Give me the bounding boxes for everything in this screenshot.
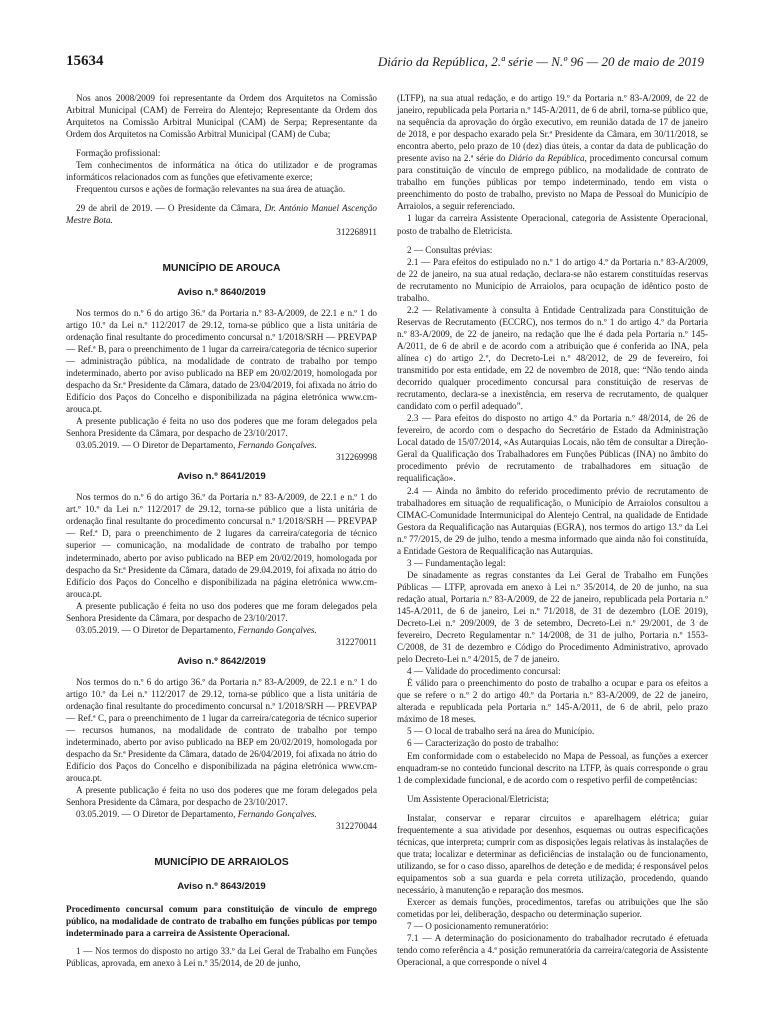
paragraph: Tem conhecimentos de informática na ótica do utilizador e de programas informáticos relacionados com as funções que efetivamente exerce; (66, 160, 377, 183)
paragraph: A presente publicação é feita no uso dos poderes que me foram delegados pela Senhora Presidente da Câmara, por despacho de 23/10/2017. (66, 416, 377, 439)
right-column (397, 92, 708, 968)
signature-line: 03.05.2019. — O Diretor de Departamento, Fernando Gonçalves. (76, 809, 317, 820)
journal-header: Diário da República, 2.ª série — N.º 96 — 20 de maio de 2019 (377, 54, 704, 69)
paragraph: 2.4 — Ainda no âmbito do referido procedimento prévio de recrutamento de trabalhadores em situação de requalificação, o Município de Arraiolos consultou a CIMAC-Comunidade Intermunicipal do Alentejo Central, na qualidade de Entidade Gestora da Requalificação nas Autarquias (EGRA), nos termos do artigo 13.º da Lei n.º 77/2015, de 29 de julho, tendo a mesma informado que ainda não foi constituída, a Entidade Gestora de Requalificação nas Autarquias. (397, 485, 708, 556)
paragraph: 2.2 — Relativamente à consulta à Entidade Centralizada para Constituição de Reservas de Recrutamento (ECCRC), nos termos do n.º 1 do artigo 4.º da Portaria n.º 83-A/2009, de 22 de janeiro, na redação que lhe é dada pela Portaria n.º 145-A/2011, de 6 de abril e de acordo com a atribuição que é conferida ao INA, pela alínea c) do artigo 2.º, do Decreto-Lei n.º 48/2012, de 29 de fevereiro, foi transmitido por esta entidade, em 22 de novembro de 2018, que: “Não tendo ainda decorrido qualquer procedimento concursal para constituição de reservas de recrutamento, declara-se a inexistência, em reserva de recrutamento, de qualquer candidato com o perfil adequado”. (397, 304, 708, 412)
signatory-name: Fernando Gonçalves. (237, 809, 317, 820)
paragraph: A presente publicação é feita no uso dos poderes que me foram delegados pela Senhora Presidente da Câmara, por despacho de 23/10/2017. (66, 785, 377, 808)
paragraph: Exercer as demais funções, procedimentos, tarefas ou atribuições que lhe são cometidas por lei, deliberação, despacho ou determinação superior. (397, 897, 708, 920)
aviso-title: Aviso n.º 8640/2019 (177, 286, 266, 298)
paragraph: É válido para o preenchimento do posto de trabalho a ocupar e para os efeitos a que se refere o n.º 2 do artigo 40.º da Portaria n.º 83-A/2009, de 22 de janeiro, alterada e republicada pela Portaria n.º 145-A/2011, de 6 de abril, pelo prazo máximo de 18 meses. (397, 678, 708, 725)
paragraph: Nos anos 2008/2009 foi representante da Ordem dos Arquitetos na Comissão Arbitral Municipal (CAM) de Ferreira do Alentejo; Representante da Ordem dos Arquitetos na Comissão Arbitral Municipal (CAM) de Serpa; Representante da Ordem dos Arquitetos na Comissão Arbitral Municipal (CAM) de Cuba; (66, 93, 377, 140)
paragraph: 3 — Fundamentação legal: (407, 557, 506, 568)
paragraph: 2.3 — Para efeitos do disposto no artigo 4.º da Portaria n.º 48/2014, de 26 de fevereiro, de acordo com o despacho do Secretário de Estado da Administração Local datado de 15/07/2014, «As Autarquias Locais, não têm de consultar a Direção-Geral da Qualificação dos Trabalhadores em Funções Públicas (INA) no âmbito do procedimento prévio de recrutamento de trabalhadores em situação de requalificação». (397, 413, 708, 484)
paragraph: Frequentou cursos e ações de formação relevantes na sua área de atuação. (76, 184, 346, 195)
section-title-arouca: MUNICÍPIO DE AROUCA (162, 262, 281, 274)
paragraph: Nos termos do n.º 6 do artigo 36.º da Portaria n.º 83-A/2009, de 22.1 e n.º 1 do artigo 10.º da Lei n.º 112/2017 de 29.12, torna-se público que a lista unitária de ordenação final resultante do procedimento concursal n.º 1/2018/SRH — PREVPAP — Ref.ª C, para o preenchimento de 1 lugar da carreira/categoria de técnico superior — recursos humanos, na modalidade de contrato de trabalho por tempo indeterminado, aberto por aviso publicado na BEP em 20/02/2019, homologada por despacho da Sr.ª Presidente da Câmara, datado de 26/04/2019, foi afixada no átrio do Edifício dos Paços do Concelho e disponibilizada na página eletrónica www.cm-arouca.pt. (66, 676, 377, 784)
aviso-title: Aviso n.º 8641/2019 (177, 471, 266, 483)
signatory-name: Dr. António Manuel Ascenção Mestre Bota. (66, 203, 377, 226)
journal-name: Diário da República, (508, 153, 587, 164)
aviso-title: Aviso n.º 8643/2019 (177, 880, 266, 892)
paragraph: 7 — O posicionamento remuneratório: (407, 921, 549, 932)
paragraph: 5 — O local de trabalho será na área do Município. (407, 726, 595, 737)
reference-number: 312269998 (335, 452, 377, 463)
signatory-name: Fernando Gonçalves. (237, 440, 317, 451)
aviso-title: Aviso n.º 8642/2019 (177, 655, 266, 667)
paragraph: 7.1 — A determinação do posicionamento do trabalhador recrutado é efetuada tendo como referência a 4.ª posição remuneratória da carreira/categoria de Assistente Operacional, a que corresponde o nível 4 (397, 933, 708, 968)
section-title-arraiolos: MUNICÍPIO DE ARRAIOLOS (154, 856, 289, 868)
paragraph: 1 — Nos termos do disposto no artigo 33.º da Lei Geral de Trabalho em Funções Públicas, aprovada, em anexo à Lei n.º 35/2014, de 20 de junho, (66, 945, 377, 968)
paragraph: Instalar, conservar e reparar circuitos e aparelhagem elétrica; guiar frequentemente a sua atividade por desenhos, esquemas ou outras especificações técnicas, que interpreta; cumprir com as disposições legais relativas às instalações de que trata; localizar e determinar as deficiências de instalação ou de funcionamento, utilizando, se for o caso disso, aparelhos de deteção e de medida; é responsável pelos equipamentos sob a sua guarda e pela correta utilização, procedendo, quando necessário, à manutenção e reparação dos mesmos. (397, 812, 708, 895)
reference-number: 312268911 (336, 227, 377, 238)
paragraph: Em conformidade com o estabelecido no Mapa de Pessoal, as funções a exercer enquadram-se no conteúdo funcional descrito na LTFP, às quais corresponde o grau 1 de complexidade funcional, e de acordo com o respetivo perfil de competências: (397, 750, 708, 785)
paragraph: Um Assistente Operacional/Eletricista; (407, 793, 549, 804)
paragraph: 1 lugar da carreira Assistente Operacional, categoria de Assistente Operacional, posto de trabalho de Eletricista. (397, 213, 708, 236)
paragraph: 6 — Caracterização do posto de trabalho: (407, 738, 559, 749)
signatory-name: Fernando Gonçalves. (237, 624, 317, 635)
paragraph: (LTFP), na sua atual redação, e do artigo 19.º da Portaria n.º 83-A/2009, de 22 de janeiro, republicada pela Portaria n.º 145-A/2011, de 6 de abril, torna-se público que, na sequência da aprovação do órgão executivo, em reunião datada de 17 de janeiro de 2018, e por despacho exarado pela Sr.ª Presidente da Câmara, em 30/11/2018, se encontra aberto, pelo prazo de 10 (dez) dias úteis, a contar da data de publicação do presente aviso na 2.ª série do Diário da República, procedimento concursal comum para constituição de vínculo de emprego público, na modalidade de contrato de trabalho em funções públicas por tempo indeterminado, tendo em vista o preenchimento do posto de trabalho, previsto no Mapa de Pessoal do Município de Arraiolos, a seguir referenciado. (397, 93, 708, 212)
page-number: 15634 (66, 53, 104, 69)
paragraph: 2.1 — Para efeitos do estipulado no n.º 1 do artigo 4.º da Portaria n.º 83-A/2009, de 22 de janeiro, na sua atual redação, declara-se não estarem constituídas reservas de recrutamento no Município de Arraiolos, para ocupação de idêntico posto de trabalho. (397, 256, 708, 303)
signature-line: 03.05.2019. — O Diretor de Departamento, Fernando Gonçalves. (76, 440, 317, 451)
signature-line: 29 de abril de 2019. — O Presidente da Câmara, Dr. António Manuel Ascenção Mestre Bota. (66, 203, 377, 226)
procedure-title: Procedimento concursal comum para constituição de vínculo de emprego público, na modalidade de contrato de trabalho em funções públicas por tempo indeterminado para a carreira de Assistente Operacional. (66, 903, 377, 938)
paragraph: 2 — Consultas prévias: (407, 244, 493, 255)
paragraph: 4 — Validade do procedimento concursal: (407, 666, 561, 677)
paragraph: A presente publicação é feita no uso dos poderes que me foram delegados pela Senhora Presidente da Câmara, por despacho de 23/10/2017. (66, 600, 377, 623)
reference-number: 312270044 (335, 821, 377, 832)
paragraph: Nos termos do n.º 6 do artigo 36.º da Portaria n.º 83-A/2009, de 22.1 e n.º 1 do art.º 10.º da Lei n.º 112/2017 de 29.12, torna-se público que a lista unitária de ordenação final resultante do procedimento concursal n.º 1/2018/SRH — PREVPAP — Ref.ª D, para o preenchimento de 2 lugares da carreira/categoria de técnico superior — comunicação, na modalidade de contrato de trabalho por tempo indeterminado, aberto por aviso publicado na BEP em 20/02/2019, homologada por despacho da Sr.ª Presidente da Câmara, datado de 29.04.2019, foi afixada no átrio do Edifício dos Paços do Concelho e disponibilizada na página eletrónica www.cm-arouca.pt. (66, 492, 377, 599)
paragraph: De sinadamente as regras constantes da Lei Geral de Trabalho em Funções Públicas — LTFP, aprovada em anexo à Lei n.º 35/2014, de 20 de junho, na sua redação atual, Portaria n.º 83-A/2009, de 22 de janeiro, republicada pela Portaria n.º 145-A/2011, de 6 de janeiro, Lei n.º 71/2018, de 31 de dezembro (LOE 2019), Decreto-Lei n.º 209/2009, de 3 de setembro, Decreto-Lei n.º 29/2001, de 3 de fevereiro, Decreto Regulamentar n.º 14/2008, de 31 de julho, Portaria n.º 1553-C/2008, de 31 de dezembro e Código do Procedimento Administrativo, aprovado pelo Decreto-Lei n.º 4/2015, de 7 de janeiro. (397, 569, 708, 665)
paragraph: Nos termos do n.º 6 do artigo 36.º da Portaria n.º 83-A/2009, de 22.1 e n.º 1 do artigo 10.º da Lei n.º 112/2017 de 29.12, torna-se público que a lista unitária de ordenação final resultante do procedimento concursal n.º 1/2018/SRH — PREVPAP — Ref.ª B, para o preenchimento de 1 lugar da carreira/categoria de técnico superior — administração pública, na modalidade de contrato de trabalho por tempo indeterminado, aberto por aviso publicado na BEP em 20/02/2019, homologada por despacho da Sr.ª Presidente da Câmara, datado de 23/04/2019, foi afixada no átrio do Edifício dos Paços do Concelho e disponibilizada na página eletrónica www.cm-arouca.pt. (66, 307, 377, 414)
reference-number: 312270011 (336, 636, 377, 647)
signature-line: 03.05.2019. — O Diretor de Departamento, Fernando Gonçalves. (76, 624, 317, 635)
left-column (66, 92, 377, 969)
paragraph: Formação profissional: (76, 148, 161, 159)
